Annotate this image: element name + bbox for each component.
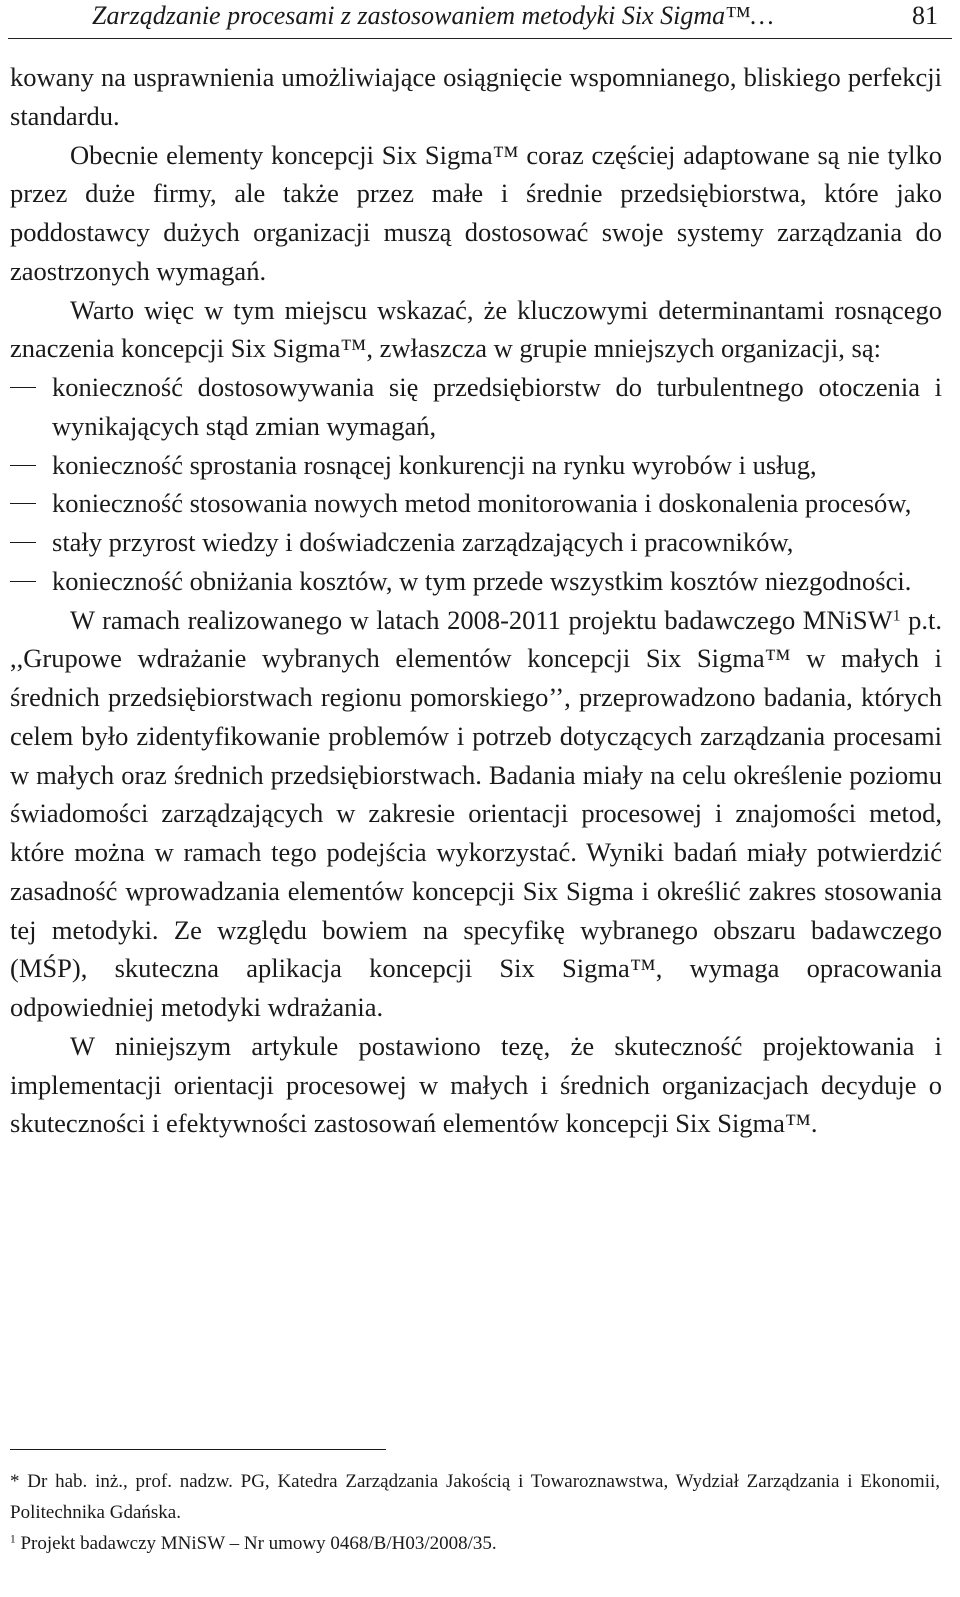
- paragraph-continuation: kowany na usprawnienia umożliwiające osiągnięcie wspomnianego, bliskiego perfekcji standardu.: [10, 62, 942, 131]
- body-text: [10, 58, 942, 1143]
- paragraph-research-project: W ramach realizowanego w latach 2008-2011 projektu badawczego MNiSW$^1$ p.t. ,,Grupowe wdrażanie wybranych elementów koncepcji Six Sigma™ w małych i średnich przedsiębiorstwach regionu pomorskiego’’, przeprowadzono badania, których celem było zidentyfikowanie problemów i potrzeb dotyczących zarządzania procesami w małych oraz średnich przedsiębiorstwach. Badania miały na celu określenie poziomu świadomości zarządzających w zakresie orientacji procesowej i znajomości metod, które można w ramach tego podejścia wykorzystać. Wyniki badań miały potwierdzić zasadność wprowadzania elementów koncepcji Six Sigma i określić zakres stosowania tej metodyki. Ze względu bowiem na specyfikę wybranego obszaru badawczego (MŚP), skuteczna aplikacja koncepcji Six Sigma™, wymaga opracowania odpowiedniej metodyki wdrażania.: [10, 604, 942, 1022]
- dash-bullet-icon: [10, 542, 36, 543]
- running-header: [8, 0, 952, 39]
- dash-bullet-icon: [10, 503, 36, 504]
- footnote-separator: [10, 1449, 386, 1450]
- footnote-author-marker: *: [10, 1471, 20, 1492]
- footnote-ref-1[interactable]: 1: [892, 606, 901, 624]
- footnote-author: * Dr hab. inż., prof. nadzw. PG, Katedra Zarządzania Jakością i Towaroznawstwa, Wydział Zarządzania i Ekonomii, Politechnika Gdańska.: [10, 1471, 940, 1523]
- list-item: konieczność sprostania rosnącej konkurencji na rynku wyrobów i usług,: [10, 446, 942, 485]
- list-item: konieczność dostosowywania się przedsiębiorstw do turbulentnego otoczenia i wynikających stąd zmian wymagań,: [10, 368, 942, 446]
- list-item: konieczność stosowania nowych metod monitorowania i doskonalenia procesów,: [10, 484, 942, 523]
- dash-bullet-icon: [10, 387, 36, 388]
- footnote-1-marker: 1: [10, 1533, 16, 1546]
- determinants-list: [10, 368, 942, 601]
- dash-bullet-icon: [10, 581, 36, 582]
- footnote-1: $^1$ Projekt badawczy MNiSW – Nr umowy 0468/B/H03/2008/35.: [10, 1533, 497, 1554]
- list-item: stały przyrost wiedzy i doświadczenia zarządzających i pracowników,: [10, 523, 942, 562]
- paragraph-determinants-intro: Warto więc w tym miejscu wskazać, że kluczowymi determinantami rosnącego znaczenia koncepcji Six Sigma™, zwłaszcza w grupie mniejszych organizacji, są:: [10, 294, 942, 364]
- dash-bullet-icon: [10, 465, 36, 466]
- list-item: konieczność obniżania kosztów, w tym przede wszystkim kosztów niezgodności.: [10, 562, 942, 601]
- running-title: Zarządzanie procesami z zastosowaniem metodyki Six Sigma™…: [92, 1, 774, 30]
- footnotes: [10, 1466, 940, 1559]
- paragraph-thesis: W niniejszym artykule postawiono tezę, że skuteczność projektowania i implementacji orientacji procesowej w małych i średnich organizacjach decyduje o skuteczności i efektywności zastosowań elementów koncepcji Six Sigma™.: [10, 1030, 942, 1139]
- page-number: 81: [912, 1, 938, 30]
- paragraph-six-sigma-adoption: Obecnie elementy koncepcji Six Sigma™ coraz częściej adaptowane są nie tylko przez duże firmy, ale także przez małe i średnie przedsiębiorstwa, które jako poddostawcy dużych organizacji muszą dostosować swoje systemy zarządzania do zaostrzonych wymagań.: [10, 139, 942, 286]
